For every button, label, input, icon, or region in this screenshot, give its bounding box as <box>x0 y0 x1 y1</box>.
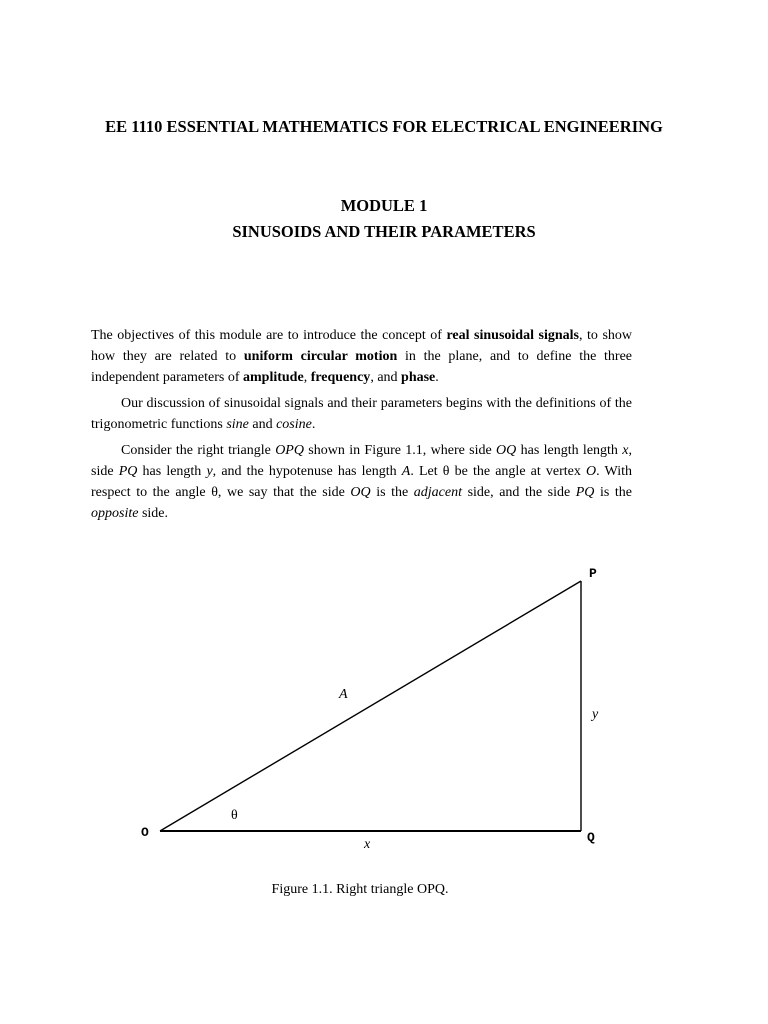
hypotenuse-label: A <box>339 687 348 702</box>
paragraph-objectives: The objectives of this module are to introduce the concept of real sinusoidal signals, to show how they are related to uniform circular motion in the plane, and to define the three independent parameters of amplitude, frequency, and phase. <box>91 328 633 385</box>
angle-theta-label: θ <box>231 808 238 823</box>
vertex-label-o: O <box>141 825 149 840</box>
opposite-side-label: y <box>592 707 599 722</box>
paragraph-triangle: Consider the right triangle OPQ shown in Figure 1.1, where side OQ has length length x, side PQ has length y, and the hypotenuse has length A. Let θ be the angle at vertex O. With respect to the angle θ, we say that the side OQ is the adjacent side, and the side PQ is the opposite side. <box>91 443 632 521</box>
vertex-label-p: P <box>589 566 597 581</box>
adjacent-side-label: x <box>364 837 371 852</box>
figure-caption: Figure 1.1. Right triangle OPQ. <box>271 882 449 897</box>
module-number: MODULE 1 <box>340 196 428 215</box>
vertex-label-q: Q <box>587 830 595 845</box>
hypotenuse-line <box>160 581 581 831</box>
paragraph-discussion: Our discussion of sinusoidal signals and their parameters begins with the definitions of the trigonometric functions sine and cosine. <box>91 396 632 432</box>
module-title: SINUSOIDS AND THEIR PARAMETERS <box>232 222 536 241</box>
course-title: EE 1110 ESSENTIAL MATHEMATICS FOR ELECTRICAL ENGINEERING <box>105 117 663 136</box>
